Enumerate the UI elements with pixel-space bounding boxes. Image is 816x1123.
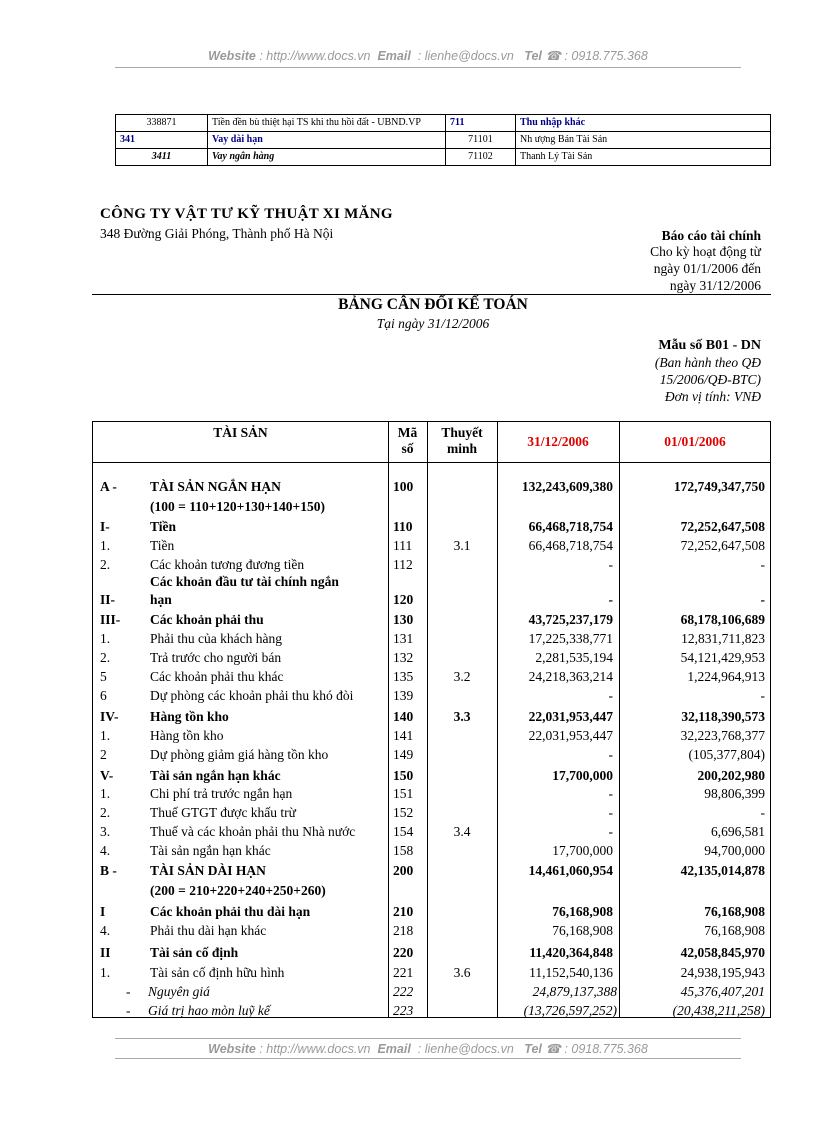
cell-name: Thuế GTGT được khấu trừ: [150, 805, 296, 820]
cell-code: 220: [393, 945, 414, 960]
cell-v2: 42,058,845,970: [680, 945, 765, 960]
cell-v1: 43,725,237,179: [528, 612, 613, 627]
col-header-note-1: Thuyết: [441, 425, 483, 440]
cell-no: 1.: [100, 786, 111, 801]
cell-no: 3.: [100, 824, 111, 839]
col-header-code-2: số: [401, 441, 414, 456]
cell-v2: 32,118,390,573: [681, 709, 765, 724]
cell-no: 2: [100, 747, 107, 762]
cell-code: 120: [393, 592, 414, 607]
cell-name: Thuế và các khoản phải thu Nhà nước: [150, 824, 356, 839]
cell-v2: -: [760, 805, 765, 820]
cell-v1: 14,461,060,954: [528, 863, 613, 878]
tel-number: 0918.775.368: [571, 1042, 648, 1056]
page-title: BẢNG CÂN ĐỐI KẾ TOÁN: [338, 296, 528, 313]
col-divider: [388, 422, 389, 1017]
cell-v1: 2,281,535,194: [535, 650, 613, 665]
cell: 711: [446, 115, 516, 132]
phone-icon: ☎: [545, 49, 561, 63]
cell-v1: -: [608, 824, 613, 839]
cell-name: Giá trị hao mòn luỹ kế: [148, 1003, 270, 1018]
cell-code: 154: [393, 824, 414, 839]
cell-code: 132: [393, 650, 414, 665]
tel-number: 0918.775.368: [571, 49, 648, 63]
cell-v2: -: [760, 688, 765, 703]
cell-name: Trả trước cho người bán: [150, 650, 282, 665]
cell-name: Tài sản ngắn hạn khác: [150, 843, 271, 858]
cell-name: Các khoản phải thu khác: [150, 669, 284, 684]
cell-no: 2.: [100, 557, 111, 572]
website-link[interactable]: http://www.docs.vn: [266, 1042, 371, 1056]
cell-v2: 68,178,106,689: [680, 612, 765, 627]
cell: Tiền đền bù thiệt hại TS khi thu hồi đất - UBND.VP: [208, 115, 446, 132]
cell: Vay ngân hàng: [208, 149, 446, 166]
cell-name: Các khoản đầu tư tài chính ngắn: [150, 574, 339, 589]
cell-name: Phải thu dài hạn khác: [150, 923, 267, 938]
balance-sheet-table: [92, 421, 771, 1018]
cell-name: Tài sản ngắn hạn khác: [150, 768, 281, 783]
cell-code: 141: [393, 728, 414, 743]
cell-code: 152: [393, 805, 414, 820]
cell-name: TÀI SẢN DÀI HẠN: [150, 863, 266, 878]
cell-v2: -: [760, 592, 765, 607]
cell-code: 100: [393, 479, 414, 494]
cell-v2: 45,376,407,201: [680, 984, 765, 999]
cell-v1: 17,700,000: [552, 768, 613, 783]
cell-no: -: [126, 1003, 131, 1018]
cell-v2: (105,377,804): [688, 747, 765, 762]
cell: Thanh Lý Tài Sản: [516, 149, 771, 166]
top-account-table: [115, 114, 771, 166]
col-header-asset: TÀI SẢN: [213, 425, 268, 440]
cell-no: A -: [100, 479, 117, 494]
footer-divider-bottom: [115, 1058, 741, 1059]
cell-name: Hàng tồn kho: [150, 728, 224, 743]
cell: Thu nhập khác: [516, 115, 771, 132]
cell-no: II: [100, 945, 111, 960]
cell-code: 200: [393, 863, 414, 878]
cell-no: 2.: [100, 650, 111, 665]
cell-no: -: [126, 984, 131, 999]
cell-v2: 98,806,399: [704, 786, 765, 801]
cell-no: 4.: [100, 923, 111, 938]
cell-v1: -: [608, 786, 613, 801]
cell-note: 3.4: [453, 824, 471, 839]
cell-v2: 200,202,980: [697, 768, 765, 783]
cell-name: Dự phòng giảm giá hàng tồn kho: [150, 747, 329, 762]
cell-name: Các khoản phải thu dài hạn: [150, 904, 311, 919]
email-label: Email: [377, 1042, 411, 1056]
cell-code: 218: [393, 923, 414, 938]
cell-v1: 132,243,609,380: [521, 479, 613, 494]
cell-no: III-: [100, 612, 121, 627]
cell-v1: 66,468,718,754: [528, 538, 613, 553]
phone-icon: ☎: [545, 1042, 561, 1056]
cell-name: Nguyên giá: [148, 984, 210, 999]
cell-v1: 22,031,953,447: [528, 728, 613, 743]
cell-v1: 24,218,363,214: [528, 669, 613, 684]
cell-v2: -: [760, 557, 765, 572]
report-period-2: ngày 01/1/2006 đến: [653, 261, 761, 276]
table-row: [116, 115, 771, 132]
cell-no: 1.: [100, 728, 111, 743]
issued-2: 15/2006/QĐ-BTC): [659, 372, 761, 387]
cell-name: Chi phí trả trước ngắn hạn: [150, 786, 293, 801]
cell-v1: 22,031,953,447: [528, 709, 613, 724]
cell-v1: 66,468,718,754: [528, 519, 613, 534]
cell-name: (200 = 210+220+240+250+260): [150, 883, 326, 898]
cell: 71101: [446, 132, 516, 149]
cell-v1: -: [608, 747, 613, 762]
cell-code: 110: [393, 519, 413, 534]
cell-no: 6: [100, 688, 107, 703]
cell-code: 149: [393, 747, 414, 762]
cell-v2: 76,168,908: [704, 904, 765, 919]
cell-v1: 76,168,908: [552, 923, 613, 938]
cell-name: Tiền: [150, 519, 177, 534]
cell-v2: 172,749,347,750: [673, 479, 765, 494]
cell-v1: (13,726,597,252): [523, 1003, 617, 1018]
cell-v2: 6,696,581: [711, 824, 765, 839]
header-divider: [115, 67, 741, 68]
cell-code: 150: [393, 768, 414, 783]
cell-name: Tài sản cố định hữu hình: [150, 965, 285, 980]
cell: 338871: [116, 115, 208, 132]
cell-code: 140: [393, 709, 414, 724]
cell-no: 1.: [100, 631, 111, 646]
website-link[interactable]: http://www.docs.vn: [266, 49, 371, 63]
cell-no: B -: [100, 863, 117, 878]
form-number: Mẫu số B01 - DN: [658, 338, 761, 353]
cell-name: Hàng tồn kho: [150, 709, 229, 724]
cell-v2: 94,700,000: [704, 843, 765, 858]
cell-name: Dự phòng các khoản phải thu khó đòi: [150, 688, 354, 703]
footer-divider-top: [115, 1038, 741, 1039]
page-header: Website : http://www.docs.vn Email : lienhe@docs.vn Tel ☎ : 0918.775.368: [208, 49, 648, 63]
cell-code: 130: [393, 612, 414, 627]
cell: 3411: [116, 149, 208, 166]
tel-label: Tel: [524, 1042, 542, 1056]
cell-v1: -: [608, 592, 613, 607]
cell-v1: -: [608, 805, 613, 820]
cell-name: Các khoản tương đương tiền: [150, 557, 305, 572]
report-period-1: Cho kỳ hoạt động từ: [650, 244, 761, 259]
cell-no: I: [100, 904, 106, 919]
cell-v2: 32,223,768,377: [680, 728, 765, 743]
cell-no: 1.: [100, 538, 111, 553]
cell-code: 111: [393, 538, 413, 553]
cell-code: 223: [393, 1003, 414, 1018]
cell-v2: 12,831,711,823: [681, 631, 765, 646]
website-label: Website: [208, 1042, 256, 1056]
cell-no: II-: [100, 592, 116, 607]
unit-label: Đơn vị tính: VNĐ: [664, 389, 761, 404]
col-header-date-1: 31/12/2006: [527, 434, 589, 449]
cell-v2: 54,121,429,953: [680, 650, 765, 665]
cell-v1: -: [608, 688, 613, 703]
cell-v1: 76,168,908: [552, 904, 613, 919]
cell-v1: 17,700,000: [552, 843, 613, 858]
cell-name: Tiền: [150, 538, 175, 553]
cell-code: 131: [393, 631, 414, 646]
cell-note: 3.2: [453, 669, 471, 684]
company-address: 348 Đường Giải Phóng, Thành phố Hà Nội: [100, 226, 334, 241]
email-link[interactable]: lienhe@docs.vn: [424, 49, 514, 63]
cell-no: 5: [100, 669, 107, 684]
cell-note: 3.3: [453, 709, 471, 724]
cell-v2: 72,252,647,508: [680, 538, 765, 553]
cell-code: 151: [393, 786, 414, 801]
cell: 71102: [446, 149, 516, 166]
cell-note: 3.1: [453, 538, 471, 553]
cell-name: Phải thu của khách hàng: [150, 631, 282, 646]
cell-v2: 42,135,014,878: [680, 863, 765, 878]
cell-v2: 1,224,964,913: [687, 669, 765, 684]
email-label: Email: [377, 49, 411, 63]
tel-label: Tel: [524, 49, 542, 63]
company-name: CÔNG TY VẬT TƯ KỸ THUẬT XI MĂNG: [100, 206, 393, 222]
cell-name: hạn: [150, 592, 172, 607]
cell-code: 112: [393, 557, 413, 572]
cell-v2: 24,938,195,943: [680, 965, 765, 980]
cell-no: V-: [100, 768, 114, 783]
cell-v1: 24,879,137,388: [532, 984, 617, 999]
issued-1: (Ban hành theo QĐ: [654, 355, 761, 370]
col-header-date-2: 01/01/2006: [664, 434, 726, 449]
cell-code: 222: [393, 984, 414, 999]
cell-v2: 72,252,647,508: [680, 519, 765, 534]
cell-no: I-: [100, 519, 110, 534]
cell-v1: -: [608, 557, 613, 572]
cell-code: 210: [393, 904, 414, 919]
cell-code: 221: [393, 965, 414, 980]
cell-name: Tài sản cố định: [150, 945, 239, 960]
table-row: [116, 132, 771, 149]
website-label: Website: [208, 49, 256, 63]
cell-code: 139: [393, 688, 414, 703]
cell: 341: [116, 132, 208, 149]
cell-code: 158: [393, 843, 414, 858]
col-header-code-1: Mã: [397, 425, 418, 440]
header-divider-line: [93, 462, 770, 463]
cell-code: 135: [393, 669, 414, 684]
cell-name: TÀI SẢN NGẮN HẠN: [150, 479, 281, 494]
report-label: Báo cáo tài chính: [661, 228, 761, 243]
cell-v2: (20,438,211,258): [672, 1003, 765, 1018]
title-divider: [92, 294, 771, 295]
report-period-3: ngày 31/12/2006: [669, 278, 761, 293]
email-link[interactable]: lienhe@docs.vn: [424, 1042, 514, 1056]
cell-note: 3.6: [453, 965, 471, 980]
table-row: [116, 149, 771, 166]
cell: Vay dài hạn: [208, 132, 446, 149]
cell-no: 4.: [100, 843, 111, 858]
cell-no: 1.: [100, 965, 111, 980]
page-subtitle: Tại ngày 31/12/2006: [376, 316, 490, 331]
cell-name: Các khoản phải thu: [150, 612, 264, 627]
cell-v2: 76,168,908: [704, 923, 765, 938]
cell-name: (100 = 110+120+130+140+150): [150, 499, 325, 514]
cell-no: IV-: [100, 709, 119, 724]
cell-v1: 11,152,540,136: [529, 965, 613, 980]
cell: Nh ượng Bán Tài Sản: [516, 132, 771, 149]
cell-v1: 11,420,364,848: [529, 945, 613, 960]
cell-v1: 17,225,338,771: [528, 631, 613, 646]
cell-no: 2.: [100, 805, 111, 820]
page-footer: Website : http://www.docs.vn Email : lienhe@docs.vn Tel ☎ : 0918.775.368: [208, 1042, 648, 1056]
col-header-note-2: minh: [446, 441, 477, 456]
